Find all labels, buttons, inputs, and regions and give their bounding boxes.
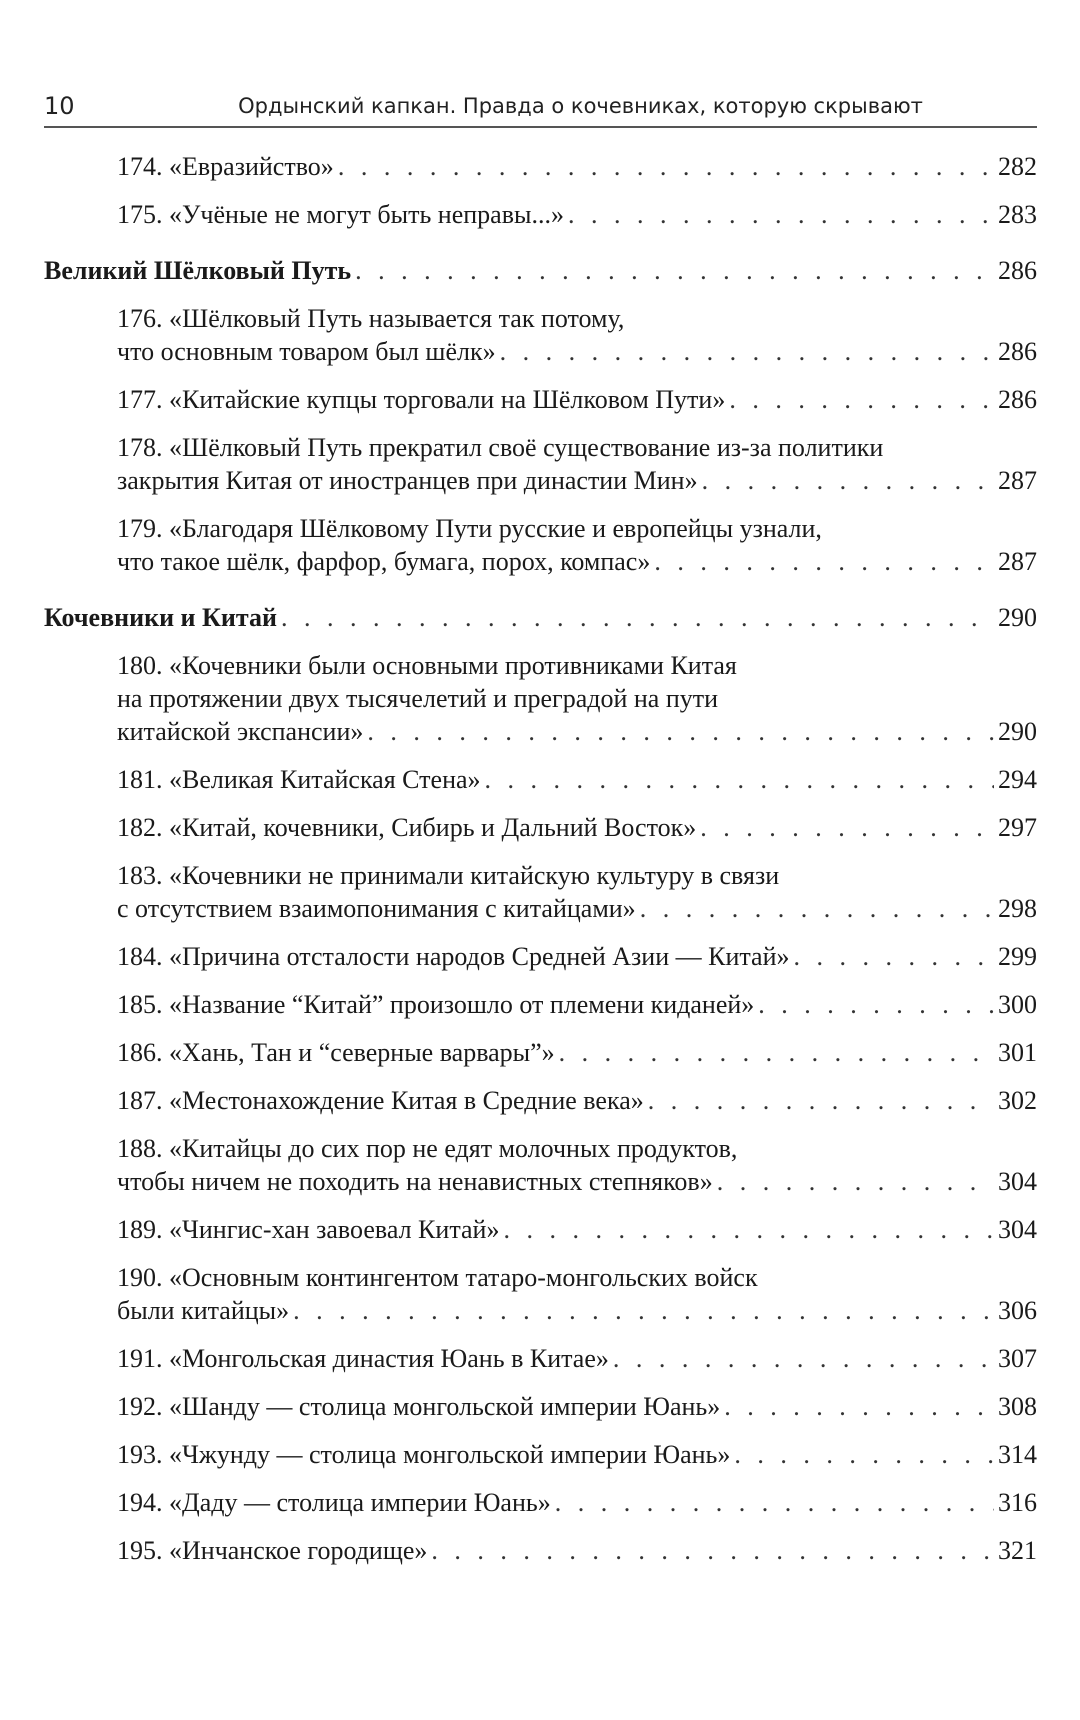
toc-leader-row: [117, 1165, 1037, 1198]
dot-leader: [568, 198, 994, 231]
toc-leader-row: [117, 1534, 1037, 1567]
toc-entry-title-line: 188. «Китайцы до сих пор не едят молочных продуктов,: [117, 1134, 738, 1163]
toc-entry-title-line: 174. «Евразийство»: [117, 152, 334, 181]
toc-leader-row: [117, 1294, 1037, 1327]
toc-entry[interactable]: [44, 1390, 1037, 1423]
toc-entry[interactable]: [44, 1534, 1037, 1567]
toc-leader-row: [117, 1438, 1037, 1471]
dot-leader: [717, 1165, 994, 1198]
toc-entry-title-line: 191. «Монгольская династия Юань в Китае»: [117, 1344, 609, 1373]
toc-page-number: 298: [998, 894, 1037, 923]
toc-entry-title-line: на протяжении двух тысячелетий и преградой на пути: [117, 684, 719, 713]
toc-entry[interactable]: [44, 302, 1037, 368]
toc-entry-title-line: 180. «Кочевники были основными противниками Китая: [117, 651, 737, 680]
book-title: Ордынский капкан. Правда о кочевниках, которую скрывают: [238, 94, 923, 118]
toc-entry-title-line: 177. «Китайские купцы торговали на Шёлковом Пути»: [117, 385, 726, 414]
toc-leader-row: [117, 1036, 1037, 1069]
dot-leader: [794, 940, 994, 973]
toc-leader-row: [117, 198, 1037, 231]
toc-page-number: 282: [998, 152, 1037, 181]
toc-entry[interactable]: [44, 1261, 1037, 1327]
toc-leader-row: [117, 940, 1037, 973]
toc-page-number: 302: [998, 1086, 1037, 1115]
toc-entry[interactable]: [44, 150, 1037, 183]
dot-leader: [734, 1438, 994, 1471]
dot-leader: [485, 763, 994, 796]
toc-entry-title-line: с отсутствием взаимопонимания с китайцами»: [117, 894, 636, 923]
toc-leader-row: [44, 254, 1037, 287]
toc-entry-title-line: 195. «Инчанское городище»: [117, 1536, 428, 1565]
dot-leader: [648, 1084, 994, 1117]
toc-entry-title-line: 189. «Чингис-хан завоевал Китай»: [117, 1215, 500, 1244]
dot-leader: [503, 1213, 994, 1246]
dot-leader: [640, 892, 994, 925]
toc-page-number: 306: [998, 1296, 1037, 1325]
dot-leader: [700, 811, 994, 844]
dot-leader: [293, 1294, 994, 1327]
dot-leader: [613, 1342, 994, 1375]
dot-leader: [367, 715, 994, 748]
toc-entry-title-line: Кочевники и Китай: [44, 603, 277, 632]
toc-page-number: 294: [998, 765, 1037, 794]
toc-entry-title-line: 176. «Шёлковый Путь называется так потому,: [117, 304, 625, 333]
toc-entry[interactable]: [44, 940, 1037, 973]
dot-leader: [338, 150, 994, 183]
dot-leader: [724, 1390, 994, 1423]
toc-entry[interactable]: [44, 1132, 1037, 1198]
toc-entry[interactable]: [44, 811, 1037, 844]
toc-page-number: 316: [998, 1488, 1037, 1517]
toc-leader-row: [117, 545, 1037, 578]
toc-entry-title-line: 192. «Шанду — столица монгольской империи Юань»: [117, 1392, 721, 1421]
toc-leader-row: [117, 1084, 1037, 1117]
toc-entry-title-line: китайской экспансии»: [117, 717, 364, 746]
toc-entry-title-line: 179. «Благодаря Шёлковому Пути русские и европейцы узнали,: [117, 514, 822, 543]
dot-leader: [500, 335, 994, 368]
toc-page-number: 286: [998, 256, 1037, 285]
toc-entry[interactable]: [44, 383, 1037, 416]
toc-entry[interactable]: [44, 1213, 1037, 1246]
toc-leader-row: [117, 1486, 1037, 1519]
toc-page-number: 290: [998, 603, 1037, 632]
toc-page-number: 297: [998, 813, 1037, 842]
toc-leader-row: [117, 150, 1037, 183]
toc-page-number: 301: [998, 1038, 1037, 1067]
toc-entry-title-line: 190. «Основным контингентом татаро-монгольских войск: [117, 1263, 758, 1292]
toc-entry[interactable]: [44, 859, 1037, 925]
toc-page-number: 304: [998, 1215, 1037, 1244]
toc-page-number: 299: [998, 942, 1037, 971]
toc-leader-row: [117, 892, 1037, 925]
dot-leader: [431, 1534, 994, 1567]
dot-leader: [281, 601, 994, 634]
toc-page-number: 286: [998, 337, 1037, 366]
toc-entry-title-line: 184. «Причина отсталости народов Средней Азии — Китай»: [117, 942, 790, 971]
toc-entry-title-line: 187. «Местонахождение Китая в Средние века»: [117, 1086, 644, 1115]
toc-page-number: 287: [998, 547, 1037, 576]
dot-leader: [555, 1486, 994, 1519]
toc-section-heading[interactable]: [44, 601, 1037, 634]
header-rule: [44, 126, 1037, 128]
page-number: 10: [44, 92, 75, 120]
toc-page-number: 308: [998, 1392, 1037, 1421]
toc-entry[interactable]: [44, 763, 1037, 796]
toc-leader-row: [117, 1342, 1037, 1375]
toc-leader-row: [117, 811, 1037, 844]
toc-entry-title-line: были китайцы»: [117, 1296, 290, 1325]
toc-entry-title-line: 182. «Китай, кочевники, Сибирь и Дальний Восток»: [117, 813, 697, 842]
running-head: [44, 88, 1037, 122]
toc-entry-title-line: 175. «Учёные не могут быть неправы...»: [117, 200, 564, 229]
table-of-contents: [44, 150, 1037, 1582]
toc-entry-title-line: что основным товаром был шёлк»: [117, 337, 496, 366]
toc-page-number: 314: [998, 1440, 1037, 1469]
toc-entry-title-line: что такое шёлк, фарфор, бумага, порох, компас»: [117, 547, 651, 576]
toc-entry[interactable]: [44, 431, 1037, 497]
toc-page-number: 307: [998, 1344, 1037, 1373]
toc-leader-row: [44, 601, 1037, 634]
dot-leader: [559, 1036, 994, 1069]
toc-entry[interactable]: [44, 198, 1037, 231]
dot-leader: [654, 545, 994, 578]
toc-leader-row: [117, 383, 1037, 416]
toc-entry-title-line: Великий Шёлковый Путь: [44, 256, 352, 285]
toc-entry[interactable]: [44, 1342, 1037, 1375]
toc-leader-row: [117, 335, 1037, 368]
toc-entry[interactable]: [44, 1084, 1037, 1117]
toc-entry-title-line: закрытия Китая от иностранцев при династии Мин»: [117, 466, 698, 495]
dot-leader: [702, 464, 994, 497]
toc-leader-row: [117, 464, 1037, 497]
toc-entry[interactable]: [44, 988, 1037, 1021]
toc-page-number: 321: [998, 1536, 1037, 1565]
toc-leader-row: [117, 1390, 1037, 1423]
toc-page-number: 290: [998, 717, 1037, 746]
toc-entry-title-line: 183. «Кочевники не принимали китайскую культуру в связи: [117, 861, 780, 890]
toc-page-number: 283: [998, 200, 1037, 229]
toc-page-number: 300: [998, 990, 1037, 1019]
dot-leader: [729, 383, 994, 416]
toc-entry-title-line: 178. «Шёлковый Путь прекратил своё существование из-за политики: [117, 433, 884, 462]
toc-page-number: 287: [998, 466, 1037, 495]
toc-entry-title-line: 185. «Название “Китай” произошло от племени киданей»: [117, 990, 755, 1019]
toc-page-number: 304: [998, 1167, 1037, 1196]
toc-entry-title-line: 194. «Даду — столица империи Юань»: [117, 1488, 551, 1517]
toc-page-number: 286: [998, 385, 1037, 414]
toc-leader-row: [117, 715, 1037, 748]
toc-entry-title-line: 181. «Великая Китайская Стена»: [117, 765, 481, 794]
toc-entry-title-line: 193. «Чжунду — столица монгольской империи Юань»: [117, 1440, 731, 1469]
toc-leader-row: [117, 988, 1037, 1021]
toc-leader-row: [117, 1213, 1037, 1246]
toc-entry[interactable]: [44, 512, 1037, 578]
toc-section-heading[interactable]: [44, 254, 1037, 287]
toc-entry[interactable]: [44, 649, 1037, 748]
toc-entry[interactable]: [44, 1036, 1037, 1069]
dot-leader: [355, 254, 994, 287]
dot-leader: [758, 988, 994, 1021]
toc-entry[interactable]: [44, 1486, 1037, 1519]
toc-entry[interactable]: [44, 1438, 1037, 1471]
toc-entry-title-line: 186. «Хань, Тан и “северные варвары”»: [117, 1038, 555, 1067]
toc-leader-row: [117, 763, 1037, 796]
toc-entry-title-line: чтобы ничем не походить на ненавистных степняков»: [117, 1167, 713, 1196]
